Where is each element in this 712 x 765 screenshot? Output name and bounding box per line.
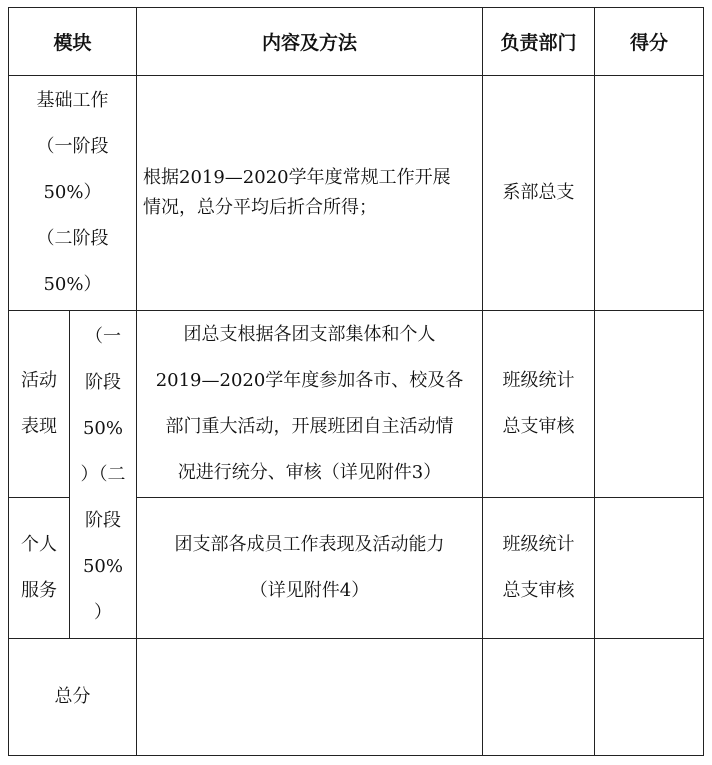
- score-table: [8, 7, 704, 756]
- dept-total: [483, 639, 595, 756]
- module-activity: 活动 表现: [9, 311, 70, 498]
- content-total: [137, 639, 483, 756]
- header-row: [9, 8, 704, 76]
- header-score: 得分: [595, 8, 704, 76]
- stage-weight: （一 阶段 50% ）（二 阶段 50% ）: [70, 311, 137, 639]
- dept-service: 班级统计 总支审核: [483, 498, 595, 639]
- header-dept: 负责部门: [483, 8, 595, 76]
- module-service: 个人 服务: [9, 498, 70, 639]
- header-module: 模块: [9, 8, 137, 76]
- content-service: 团支部各成员工作表现及活动能力 （详见附件4）: [137, 498, 483, 639]
- dept-basic: 系部总支: [483, 76, 595, 311]
- dept-activity: 班级统计 总支审核: [483, 311, 595, 498]
- score-activity[interactable]: [595, 311, 704, 498]
- score-service[interactable]: [595, 498, 704, 639]
- score-total[interactable]: [595, 639, 704, 756]
- module-total: 总分: [9, 639, 137, 756]
- table-row-activity: [9, 311, 704, 498]
- module-basic: 基础工作 （一阶段 50%） （二阶段 50%）: [9, 76, 137, 311]
- table-row-total: [9, 639, 704, 756]
- content-activity: 团总支根据各团支部集体和个人 2019—2020学年度参加各市、校及各 部门重大活动，开展班团自主活动情 况进行统分、审核（详见附件3）: [137, 311, 483, 498]
- table-row-basic: [9, 76, 704, 311]
- score-basic[interactable]: [595, 76, 704, 311]
- header-content: 内容及方法: [137, 8, 483, 76]
- content-basic: 根据2019—2020学年度常规工作开展 情况，总分平均后折合所得；: [137, 76, 483, 311]
